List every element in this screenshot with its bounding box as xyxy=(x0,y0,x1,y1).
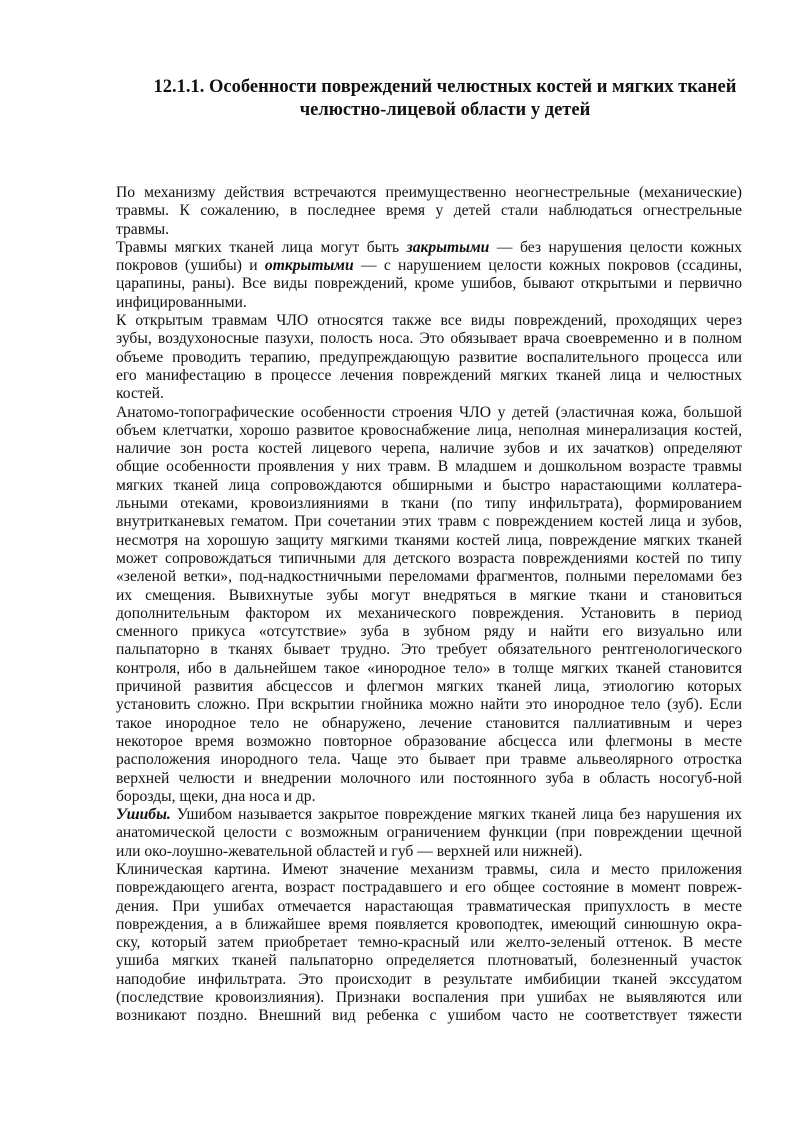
text-line: травмы. К сожалению, в последнее время у детей стали наблюдаться огнестрельные xyxy=(116,202,742,220)
text-line: Травмы мягких тканей лица могут быть закрытыми — без нарушения целости кожных xyxy=(116,238,742,256)
body-text xyxy=(116,184,742,1026)
text-line: анатомической целости с возможным ограничением функции (при повреждении щечной xyxy=(116,824,742,842)
text-line: Ушибы. Ушибом называется закрытое повреждение мягких тканей лица без нарушения их xyxy=(116,806,742,824)
text-line: зубы, воздухоносные пазухи, полость носа. Это обязывает врача своевременно и в полном xyxy=(116,330,742,348)
text-line: царапины, раны). Все виды повреждений, кроме ушибов, бывают открытыми и первично xyxy=(116,275,742,293)
text-line: «зеленой ветки», под-надкостничными переломами фрагментов, полными переломами без xyxy=(116,568,742,586)
text-line: ску, который затем приобретает темно-красный или желто-зеленый оттенок. В месте xyxy=(116,934,742,952)
text-line: возникают поздно. Внешний вид ребенка с ушибом часто не соответствует тяжести xyxy=(116,1007,742,1025)
title-line-1: 12.1.1. Особенности повреждений челюстных костей и мягких тканей xyxy=(153,77,737,97)
title-line-2: челюстно-лицевой области у детей xyxy=(299,100,591,120)
text-line: объем клетчатки, хорошо развитое кровоснабжение лица, неполная минерализация костей, xyxy=(116,421,742,439)
text-line: дения. При ушибах отмечается нарастающая травматическая припухлость в месте xyxy=(116,897,742,915)
text-line: повреждающего агента, возраст пострадавшего и его общее состояние в момент повреж- xyxy=(116,879,742,897)
text-line: К открытым травмам ЧЛО относятся также все виды повреждений, проходящих через xyxy=(116,312,742,330)
section-title xyxy=(100,76,790,122)
text-line: может сопровождаться типичными для детского возраста повреждениями костей по типу xyxy=(116,549,742,567)
text-line: установить сложно. При вскрытии гнойника можно найти это инородное тело (зуб). Если xyxy=(116,696,742,714)
text-line: повреждения, а в ближайшее время появляется кровоподтек, имеющий синюшную окра- xyxy=(116,915,742,933)
text-line: дополнительным фактором их механического повреждения. Установить в период xyxy=(116,604,742,622)
text-line: (последствие кровоизлияния). Признаки воспаления при ушибах не выявляются или xyxy=(116,989,742,1007)
text-line: наподобие инфильтрата. Это происходит в результате имбибиции тканей экссудатом xyxy=(116,970,742,988)
text-line: травмы. xyxy=(116,220,170,238)
text-line: причиной развития абсцессов и флегмон мягких тканей лица, этиологию которых xyxy=(116,678,742,696)
text-line: их смещения. Вывихнутые зубы могут внедряться в мягкие ткани и становиться xyxy=(116,586,742,604)
text-line: ушиба мягких тканей пальпаторно определяется плотноватый, болезненный участок xyxy=(116,952,742,970)
text-line: наличие зон роста костей лицевого черепа, наличие зубов и их зачатков) определяют xyxy=(116,440,742,458)
text-line: сменного прикуса «отсутствие» зуба в зубном ряду и найти его визуально или xyxy=(116,623,742,641)
text-line: внутритканевых гематом. При сочетании этих травм с повреждением костей лица и зубов, xyxy=(116,513,742,531)
text-line: объеме проводить терапию, предупреждающую развитие воспалительного процесса или xyxy=(116,348,742,366)
term-open: открытыми xyxy=(264,257,354,275)
text-line: расположения инородного тела. Чаще это бывает при травме альвеолярного отростка xyxy=(116,751,742,769)
text-line: Анатомо-топографические особенности строения ЧЛО у детей (эластичная кожа, большой xyxy=(116,403,742,421)
term-bruises: Ушибы. xyxy=(116,806,171,824)
text-line: льными отеками, кровоизлияниями в ткани (по типу инфильтрата), формированием xyxy=(116,495,742,513)
text-line: некоторое время возможно повторное образование абсцесса или флегмоны в месте xyxy=(116,732,742,750)
text-line: такое инородное тело не обнаружено, лечение становится паллиативным и через xyxy=(116,714,742,732)
text-line: его манифестацию в процессе лечения повреждений мягких тканей лица и челюстных xyxy=(116,366,742,384)
text-line: костей. xyxy=(116,385,164,403)
text-line: Клиническая картина. Имеют значение механизм травмы, сила и место приложения xyxy=(116,860,742,878)
text-line: По механизму действия встречаются преимущественно неогнестрельные (механические) xyxy=(116,184,742,201)
text-line: или око-лоушно-жевательной областей и губ — верхней или нижней). xyxy=(116,842,583,860)
text-line: несмотря на хорошую защиту мягкими тканями костей лица, повреждение мягких тканей xyxy=(116,531,742,549)
text-line: пальпаторно в тканях бывает трудно. Это требует обязательного рентгенологического xyxy=(116,641,742,659)
text-line: инфицированными. xyxy=(116,293,247,311)
term-closed: закрытыми xyxy=(406,238,490,256)
text-line: покровов (ушибы) и открытыми — с нарушением целости кожных покровов (ссадины, xyxy=(116,257,743,275)
text-line: верхней челюсти и внедрении молочного или постоянного зуба в область носогуб-ной xyxy=(116,769,742,787)
text-line: мягких тканей лица сопровождаются обширными и быстро нарастающими коллатера- xyxy=(116,476,742,494)
text-line: борозды, щеки, дна носа и др. xyxy=(116,787,316,805)
text-line: контроля, ибо в дальнейшем такое «инородное тело» в толще мягких тканей становится xyxy=(116,659,742,677)
text-line: общие особенности проявления у них травм. В младшем и дошкольном возрасте травмы xyxy=(116,458,742,476)
